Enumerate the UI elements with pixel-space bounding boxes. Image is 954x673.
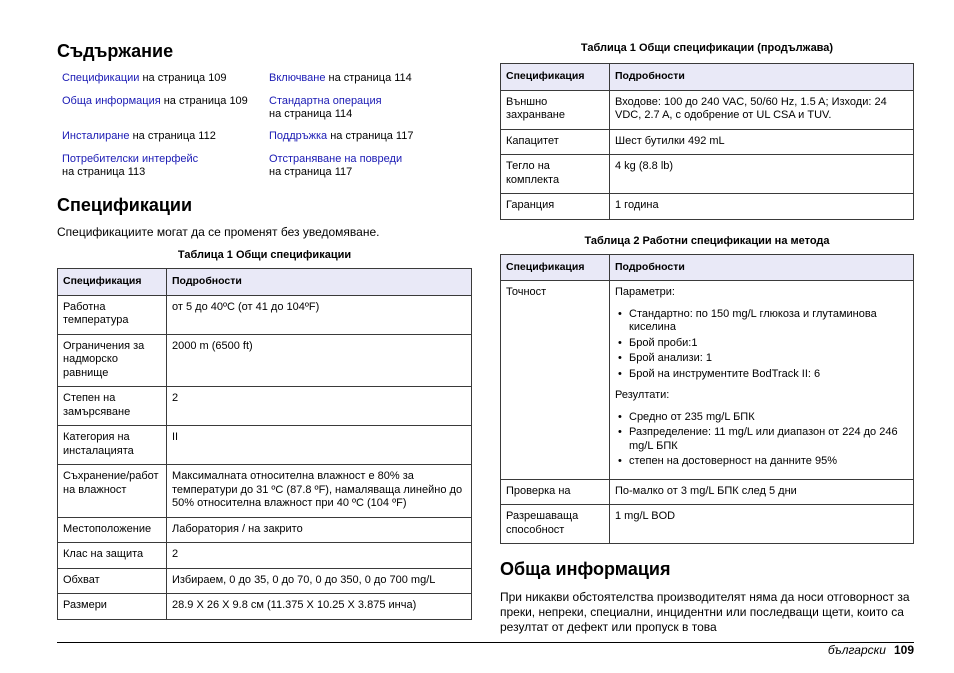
spec-value: 2 — [167, 387, 472, 426]
table-row — [58, 334, 472, 387]
toc-link[interactable]: Спецификации — [62, 72, 140, 84]
spec-value: Избираем, 0 до 35, 0 до 70, 0 до 350, 0 до 700 mg/L — [167, 568, 472, 594]
left-column — [57, 40, 472, 620]
list-item: • Брой на инструментите BodTrack II: 6 — [615, 368, 908, 382]
spec-name: Размери — [58, 594, 167, 620]
column-header: Спецификация — [58, 269, 167, 296]
results-title: Резултати: — [615, 389, 670, 401]
table-of-contents — [57, 72, 472, 190]
spec-name: Местоположение — [58, 517, 167, 543]
spec-value: По-малко от 3 mg/L БПК след 5 дни — [610, 479, 914, 505]
results-list — [615, 411, 908, 469]
spec-value: 28.9 X 26 X 9.8 см (11.375 X 10.25 X 3.875 инча) — [167, 594, 472, 620]
list-item: • степен на достоверност на данните 95% — [615, 455, 908, 469]
toc-item[interactable]: Отстраняване на повреди на страница 117 — [269, 153, 403, 178]
list-item: • Брой анализи: 1 — [615, 352, 908, 366]
table-row — [501, 129, 914, 155]
table1-continued-caption: Таблица 1 Общи спецификации (продължава) — [580, 42, 834, 54]
general-specs-continued-table — [500, 63, 914, 220]
toc-item[interactable]: Потребителски интерфейс на страница 113 — [62, 153, 199, 178]
spec-name: Категория на инсталацията — [58, 426, 167, 465]
spec-value: Шест бутилки 492 mL — [610, 129, 914, 155]
parameters-title: Параметри: — [615, 286, 675, 298]
spec-name: Тегло на комплекта — [501, 155, 610, 194]
spec-name: Капацитет — [501, 129, 610, 155]
list-item: • Средно от 235 mg/L БПК — [615, 411, 908, 425]
general-info-heading: Обща информация — [500, 559, 671, 579]
spec-name: Разрешаваща способност — [501, 505, 610, 544]
list-item: • Стандартно: по 150 mg/L глюкоза и глутаминова киселина — [615, 308, 908, 335]
table2-caption: Таблица 2 Работни спецификации на метода — [584, 234, 830, 247]
toc-link[interactable]: Отстраняване на повреди — [269, 153, 403, 165]
column-header: Подробности — [610, 64, 914, 91]
table-row — [501, 281, 914, 480]
spec-value: от 5 до 40ºC (от 41 до 104ºF) — [167, 295, 472, 334]
table-row — [58, 387, 472, 426]
toc-item[interactable]: Включване на страница 114 — [269, 72, 412, 84]
footer-language: български — [827, 643, 886, 657]
page-number: 109 — [893, 643, 914, 657]
table-row — [58, 568, 472, 594]
list-item: • Брой проби:1 — [615, 337, 908, 351]
toc-link[interactable]: Обща информация — [62, 95, 161, 107]
toc-link[interactable]: Поддръжка — [269, 130, 328, 142]
spec-name: Проверка на — [501, 479, 610, 505]
spec-value: 2000 m (6500 ft) — [167, 334, 472, 387]
table-row — [501, 479, 914, 505]
column-header: Спецификация — [501, 254, 610, 281]
spec-name: Степен на замърсяване — [58, 387, 167, 426]
table-row — [501, 505, 914, 544]
toc-link[interactable]: Включване — [269, 72, 326, 84]
spec-name: Точност — [501, 281, 610, 480]
table-row — [58, 295, 472, 334]
parameters-list — [615, 308, 908, 382]
toc-title: Съдържание — [57, 41, 174, 61]
toc-item[interactable]: Спецификации на страница 109 — [62, 72, 227, 84]
toc-item[interactable]: Стандартна операция на страница 114 — [269, 95, 382, 120]
spec-value: Входове: 100 до 240 VAC, 50/60 Hz, 1.5 A; Изходи: 24 VDC, 2.7 A, с одобрение от UL CSA и TUV. — [610, 90, 914, 129]
spec-name: Гаранция — [501, 194, 610, 220]
general-info-text: При никакви обстоятелства производителят няма да носи отговорност за преки, непреки, специални, инцидентни или последващи щети, които са резултат от дефект или пропуск в това — [500, 590, 910, 634]
method-specs-table — [500, 254, 914, 545]
specifications-heading: Спецификации — [57, 195, 193, 215]
spec-value: 2 — [167, 543, 472, 569]
table-row — [58, 543, 472, 569]
table-row — [501, 194, 914, 220]
table-row — [501, 155, 914, 194]
table-row — [58, 594, 472, 620]
footer-divider — [57, 642, 914, 643]
spec-name: Клас на защита — [58, 543, 167, 569]
table-header-row — [501, 254, 914, 281]
general-specs-table — [57, 268, 472, 620]
toc-link[interactable]: Потребителски интерфейс — [62, 153, 199, 165]
spec-name: Работна температура — [58, 295, 167, 334]
toc-item[interactable]: Поддръжка на страница 117 — [269, 130, 414, 142]
spec-value: 4 kg (8.8 lb) — [610, 155, 914, 194]
spec-value: 1 mg/L BOD — [610, 505, 914, 544]
toc-link[interactable]: Инсталиране — [62, 130, 130, 142]
toc-link[interactable]: Стандартна операция — [269, 95, 382, 107]
spec-name: Външно захранване — [501, 90, 610, 129]
table1-caption: Таблица 1 Общи спецификации — [177, 249, 352, 261]
column-header: Подробности — [167, 269, 472, 296]
spec-value — [610, 281, 914, 480]
specifications-intro: Спецификациите могат да се променят без уведомяване. — [57, 225, 380, 239]
spec-name: Обхват — [58, 568, 167, 594]
table-row — [58, 517, 472, 543]
spec-value: 1 година — [610, 194, 914, 220]
spec-value: II — [167, 426, 472, 465]
toc-item[interactable]: Обща информация на страница 109 — [62, 95, 248, 107]
right-column — [500, 41, 914, 635]
spec-value: Максималната относителна влажност е 80% за температури до 31 ºC (87.8 ºF), намаляваща линейно до 50% относителна влажност при 40 ºC (104 ºF) — [167, 465, 472, 518]
table-header-row — [501, 64, 914, 91]
toc-item[interactable]: Инсталиране на страница 112 — [62, 130, 216, 142]
table-row — [501, 90, 914, 129]
column-header: Подробности — [610, 254, 914, 281]
spec-name: Съхранение/работ на влажност — [58, 465, 167, 518]
table-header-row — [58, 269, 472, 296]
table-row — [58, 465, 472, 518]
spec-value: Лаборатория / на закрито — [167, 517, 472, 543]
column-header: Спецификация — [501, 64, 610, 91]
list-item: • Разпределение: 11 mg/L или диапазон от 224 до 246 mg/L БПК — [615, 426, 908, 453]
spec-name: Ограничения за надморско равнище — [58, 334, 167, 387]
page-footer — [828, 643, 914, 658]
table-row — [58, 426, 472, 465]
